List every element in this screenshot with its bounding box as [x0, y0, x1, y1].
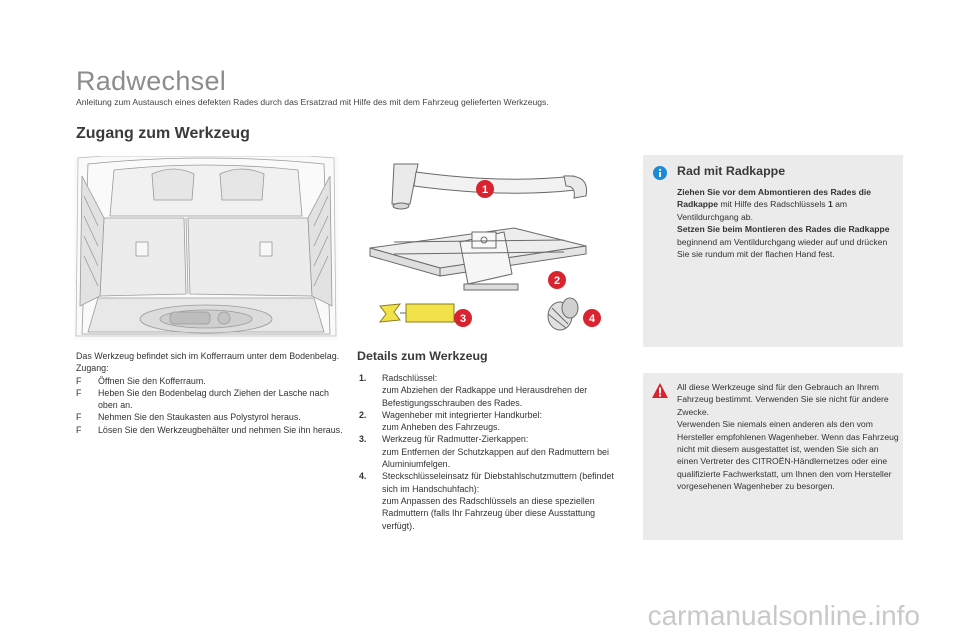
info-box-heading: Rad mit Radkappe: [677, 164, 786, 178]
svg-text:3: 3: [459, 313, 467, 325]
list-item: 4. Steckschlüsseleinsatz für Diebstahlschutzmuttern (befindet sich im Handschuhfach): zum Anpassen des Radschlüssels an diese speziellen Radmuttern (falls Ihr Fahrzeug über diese Ausstattung verfügt).: [359, 471, 614, 531]
info-box: [643, 155, 903, 347]
section-heading-details: Details zum Werkzeug: [357, 349, 488, 363]
bullet-icon: F: [76, 375, 82, 386]
item-number: 1.: [359, 373, 367, 383]
trunk-illustration: [74, 156, 338, 340]
intro-text: Das Werkzeug befindet sich im Kofferraum unter dem Bodenbelag.: [76, 351, 340, 361]
section-heading-access: Zugang zum Werkzeug: [76, 125, 250, 142]
svg-text:2: 2: [553, 275, 561, 287]
info-icon: [653, 166, 667, 180]
callout-1: [476, 180, 494, 198]
callout-2: [548, 271, 566, 289]
info-paragraph-1: Ziehen Sie vor dem Abmontieren des Rades die Radkappe mit Hilfe des Radschlüssels 1 am Ventildurchgang ab.: [677, 187, 872, 222]
access-intro: [76, 350, 344, 436]
list-item: 2. Wagenheber mit integrierter Handkurbel: zum Anheben des Fahrzeugs.: [359, 409, 542, 433]
bullet-icon: F: [76, 412, 82, 423]
socket-drawing: [548, 298, 578, 330]
svg-text:4: 4: [588, 313, 596, 325]
item-number: 3.: [359, 434, 367, 445]
hubcap-tool-drawing: [380, 304, 454, 322]
page-subtitle: Anleitung zum Austausch eines defekten Rades durch das Ersatzrad mit Hilfe des mit dem Fahrzeug gelieferten Werkzeugs.: [76, 97, 549, 107]
callout-4: [583, 309, 601, 327]
list-item: F Heben Sie den Bodenbelag durch Ziehen der Lasche nach oben an.: [76, 387, 329, 411]
list-item: F Lösen Sie den Werkzeugbehälter und nehmen Sie ihn heraus.: [76, 424, 343, 435]
tools-illustration: [364, 156, 604, 340]
warning-box: [643, 373, 903, 540]
svg-text:1: 1: [481, 184, 489, 196]
info-paragraph-2: Setzen Sie beim Montieren des Rades die Radkappe beginnend am Ventildurchgang wieder auf und drücken Sie sie rundum mit der flachen Hand fest.: [677, 224, 890, 260]
list-item: 1. Radschlüssel: zum Abziehen der Radkappe und Herausdrehen der Befestigungsschrauben des Rades.: [359, 373, 588, 408]
bullet-icon: F: [76, 424, 82, 435]
bullet-icon: F: [76, 387, 82, 398]
list-item: 3. Werkzeug für Radmutter-Zierkappen: zum Entfernen der Schutzkappen auf den Radmuttern bei Aluminiumfelgen.: [359, 434, 609, 470]
item-number: 2.: [359, 409, 367, 420]
list-item: F Nehmen Sie den Staukasten aus Polystyrol heraus.: [76, 412, 301, 423]
steps-label: Zugang:: [76, 363, 109, 374]
item-number: 4.: [359, 471, 367, 482]
steps-list: [76, 375, 344, 436]
list-item: F Öffnen Sie den Kofferraum.: [76, 375, 206, 386]
page-title: Radwechsel: [76, 66, 227, 96]
warning-box-text: All diese Werkzeuge sind für den Gebrauch an Ihrem Fahrzeug bestimmt. Verwenden Sie sie nicht für andere Zwecke. Verwenden Sie niemals einen anderen als den vom Hersteller empfohlenen Wagenheber. Wenn das Fahrzeug nicht mit diesem ausgestattet ist, wenden Sie sich an einen Vertreter des CITROËN-Händlernetzes oder eine qualifizierte Fachwerkstatt, um Ihnen den vom Hersteller vorgesehenen Wagenheber zu besorgen.: [677, 382, 899, 492]
details-list: [359, 372, 627, 532]
warning-icon: [652, 383, 668, 398]
info-box-text: [677, 186, 893, 260]
callout-3: [454, 309, 472, 327]
watermark: carmanualsonline.info: [647, 600, 920, 631]
